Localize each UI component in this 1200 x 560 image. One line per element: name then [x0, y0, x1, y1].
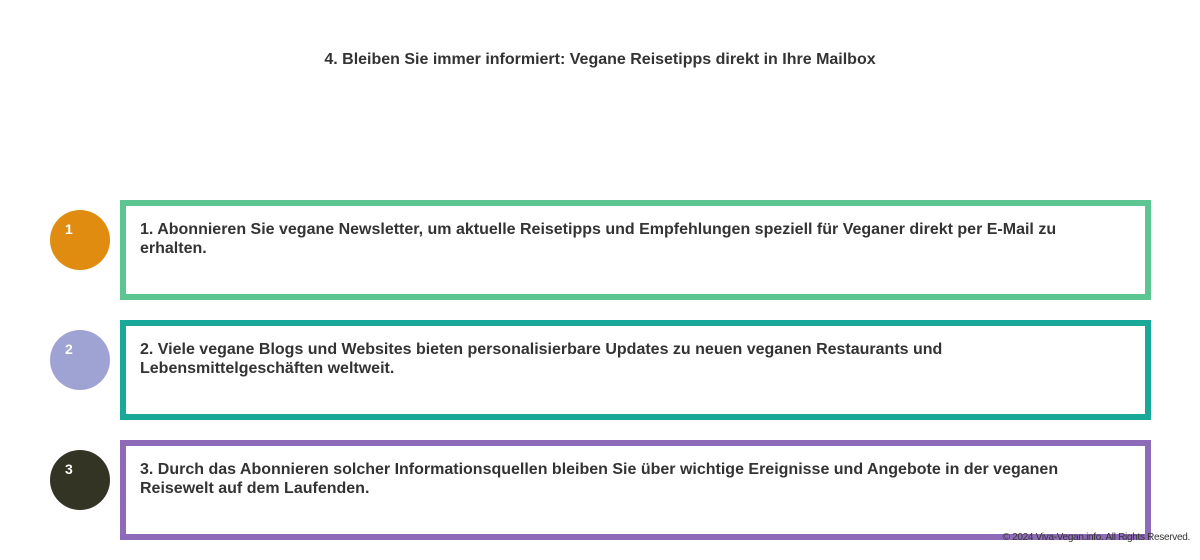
step-number-badge — [50, 450, 110, 510]
step-number-badge — [50, 210, 110, 270]
step-card — [120, 320, 1151, 420]
step-text: 3. Durch das Abonnieren solcher Informationsquellen bleiben Sie über wichtige Ereignisse und Angebote in der veganen Reisewelt auf dem Laufenden. — [140, 461, 1059, 497]
step-card — [120, 200, 1151, 300]
step-number-badge — [50, 330, 110, 390]
step-number: 1 — [65, 221, 73, 237]
step-text: 1. Abonnieren Sie vegane Newsletter, um aktuelle Reisetipps und Empfehlungen speziell für Veganer direkt per E-Mail zu erhalten. — [140, 221, 1057, 257]
step-number: 2 — [65, 341, 73, 357]
step-text: 2. Viele vegane Blogs und Websites bieten personalisierbare Updates zu neuen veganen Restaurants und Lebensmittelgeschäften weltweit. — [140, 341, 943, 377]
step-card — [120, 440, 1151, 540]
copyright-footer: © 2024 Viva-Vegan.info. All Rights Reserved. — [1002, 532, 1190, 543]
page-title: 4. Bleiben Sie immer informiert: Vegane Reisetipps direkt in Ihre Mailbox — [324, 51, 876, 68]
step-number: 3 — [65, 461, 73, 477]
